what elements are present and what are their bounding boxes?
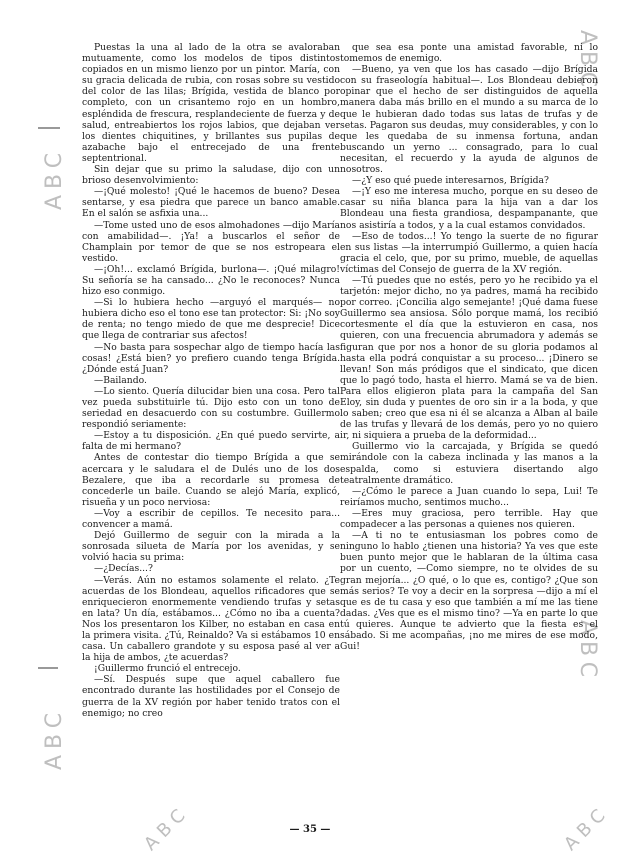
paragraph: —No basta para sospechar algo de tiempo hacía las cosas! ¿Está bien? yo prefiero cuando tenga Brígida. ¿Dónde está Juan? bbox=[82, 341, 340, 375]
paragraph: —¿Decías...? bbox=[94, 563, 153, 575]
paragraph: —¿Cómo le parece a Juan cuando lo sepa, Lui! Te reiríamos mucho, sentimos mucho... bbox=[340, 485, 598, 508]
paragraph: —Estoy a tu disposición. ¿En qué puedo servirte, a falta de mi hermano? bbox=[82, 430, 340, 453]
left-column bbox=[82, 42, 340, 822]
paragraph: —Eso de todos...! Yo tengo la suerte de no figurar en sus listas —la interrumpió Guillermo, a quien hacía gracia el celo, que, por su primo, mueble, de aquellas víctimas del Consejo de guerra de la XV región. bbox=[340, 230, 598, 275]
paragraph: —Tome usted uno de esos almohadones —dijo María con amabilidad—. ¡Ya! a buscarlos el señor de Champlain por temor de que se nos estropeara el vestido. bbox=[82, 219, 340, 264]
paragraph: —Eres muy graciosa, pero terrible. Hay que compadecer a las personas a quienes nos quieren. bbox=[340, 507, 598, 531]
paragraph: —¡Y eso me interesa mucho, porque en su deseo de casar su niña blanca para la hija van a dar los Blondeau una fiesta grandiosa, despampanante, que nos asistiría a todos, y a la cual estamos convidados. bbox=[340, 186, 598, 231]
watermark-left-top: ABC bbox=[42, 146, 67, 210]
right-column bbox=[340, 42, 598, 822]
paragraph: ¡Guillermo frunció el entrecejo. bbox=[94, 663, 241, 675]
watermark-right-bottom: ABC bbox=[575, 620, 600, 684]
watermark-right-top: ABC bbox=[575, 30, 600, 94]
paragraph: —Sí. Después supe que aquel caballero fue encontrado durante las hostilidades por el Consejo de guerra de la XV región por haber tenido tratos con el enemigo; no creo bbox=[82, 674, 340, 719]
paragraph: Puestas la una al lado de la otra se avaloraban mutuamente, como los modelos de tipos distintos copiados en un mismo lienzo por un pintor. María, con su gracia delicada de rubia, con rosas sobre su vestido del color de las lilas; Brígida, vestida de blanco por completo, con un crisantemo rojo en un hombro, espléndida de frescura, resplandeciente de fuerza y de salud, entreabiertos los rojos labios, que dejaban ver los dientes chiquitines, y brillantes sus pupilas de azabache bajo el entrecejado de una frente septentrional. bbox=[82, 42, 340, 164]
paragraph: —Tú puedes que no estés, pero yo he recibido ya el tarjetón: mejor dicho, no ya padres, mamá ha recibido por correo. ¡Concilia algo semejante! ¡Qué dama fuese Guillermo sea ansiosa. Sólo porque mamá, los recibió cortesmente el día que la estuvieron en casa, nos quieren, con una frecuencia abrumadora y además se figuran que por nos a honor de su gloria podamos al hasta ella podrá conquistar a su proceso... ¡Dinero se llevan! Son más pródigos que el sindicato, que dicen que lo pagó todo, hasta el hierro. Mamá se va de bien. Para ellos eligieron plata para la campaña del San Eloy, sin duda y puentes de oro sin ir a la boda, y que lo saben; creo que esa ni él se alcanza a Alban al baile de las trufas y llevará de los demás, pero yo no quiero ir, ni siquiera a prueba de la deformidad... bbox=[340, 274, 598, 442]
watermark-bottom-right: ABC bbox=[560, 801, 614, 855]
paragraph: —Voy a escribir de cepillos. Te necesito para... convencer a mamá. bbox=[82, 507, 340, 531]
paragraph: —Verás. Aún no estamos solamente el relato. ¿Te acuerdas de los Blondeau, aquellos rificadores que se enriquecieron enormemente vendiendo trufas y setas en lata? Un día, estábamos... ¿Cómo no iba a cuenta? Nos los presentaron los Kilber, no estaban en casa en la primera visita. ¿Tú, Reinaldo? Va si estábamos 10 en casa. Un caballero grandote y su esposa pasé al ver a la hija de ambos, ¿te acuerdas? bbox=[82, 574, 340, 664]
paragraph: —A ti no te entusiasman los pobres como de ninguno lo hablo ¿tienen una historia? Ya ves que este buen punto mejor que le hablaran de la última casa por un cuento, —Como siempre, no te olvides de su gran mejoría... ¿O qué, o lo que es, contigo? ¿Que son más serios? Te voy a decir en la sorpresa —dijo a mí el que es de tu casa y eso que también a mí me las tiene dadas. ¿Ves que es el mismo tino? —Ya en parte lo que tú quieres. Aunque te advierto que la fiesta es el sábado. Si me acompañas, ¡no me mires de ese modo, Gui! bbox=[340, 530, 598, 653]
watermark-bottom-left: ABC bbox=[140, 801, 194, 855]
paragraph: Guillermo vio la carcajada, y Brígida se quedó mirándole con la cabeza inclinada y las manos a la espalda, como si estuviera disertando algo teatralmente dramático. bbox=[340, 441, 598, 486]
paragraph: Antes de contestar dio tiempo Brígida a que se acercara y le saludara el de Dulés uno de los dos Bezalere, que iba a recordarle su promesa de concederle un baile. Cuando se alejó María, explicó, risueña y un poco nerviosa: bbox=[82, 452, 340, 508]
paragraph: —Bueno, ya ven que los has casado —dijo Brígida con su fraseología habitual—. Los Blondeau debieron opinar que el hecho de ser distinguidos de aquella manera daba más brillo en el mundo a su marca de lo que le hubieran dado todas sus latas de trufas y de setas. Pagaron sus deudas, muy considerables, y con lo que les quedaba de su inmensa fortuna, andan buscando un yerno ... consagrado, para lo cual necesitan, el recuerdo y la ayuda de algunos de nosotros. bbox=[340, 64, 598, 176]
paragraph: que sea esa ponte una amistad favorable, ni lo tomemos de enemigo. bbox=[340, 42, 598, 65]
paragraph: —Bailando. bbox=[94, 374, 147, 386]
paragraph: —¿Y eso qué puede interesarnos, Brígida? bbox=[352, 175, 549, 187]
paragraph: —Lo siento. Quería dilucidar bien una cosa. Pero tal vez pueda substituirle tú. Dijo esto con un tono de seriedad en desacuerdo con su costumbre. Guillermo respondió seriamente: bbox=[82, 385, 340, 431]
watermark-left-bottom: ABC bbox=[42, 706, 67, 770]
paragraph: —¡Qué molesto! ¡Qué le hacemos de bueno? Desea sentarse, y esa piedra que parece un banco amable. En el salón se asfixia una... bbox=[82, 186, 340, 220]
paragraph: Sin dejar que su primo la saludase, dijo con un brioso desenvolvimiento: bbox=[82, 164, 340, 187]
paragraph: Dejó Guillermo de seguir con la mirada a la sonrosada silueta de María por los avenidas, y se volvió hacia su prima: bbox=[82, 530, 340, 564]
page-number: — 35 — bbox=[289, 824, 331, 835]
paragraph: —Si lo hubiera hecho —arguyó el marqués— no hubiera dicho eso el tono ese tan protector: Si: ¡No soy de renta; no tengo miedo de que me desprecie! Dice que llega de contrariar sus afectos! bbox=[82, 297, 340, 342]
paragraph: —¡Oh!... exclamó Brígida, burlona—. ¡Qué milagro! Su señoría se ha cansado... ¿No le reconoces? Nunca hizo eso conmigo. bbox=[82, 263, 340, 298]
